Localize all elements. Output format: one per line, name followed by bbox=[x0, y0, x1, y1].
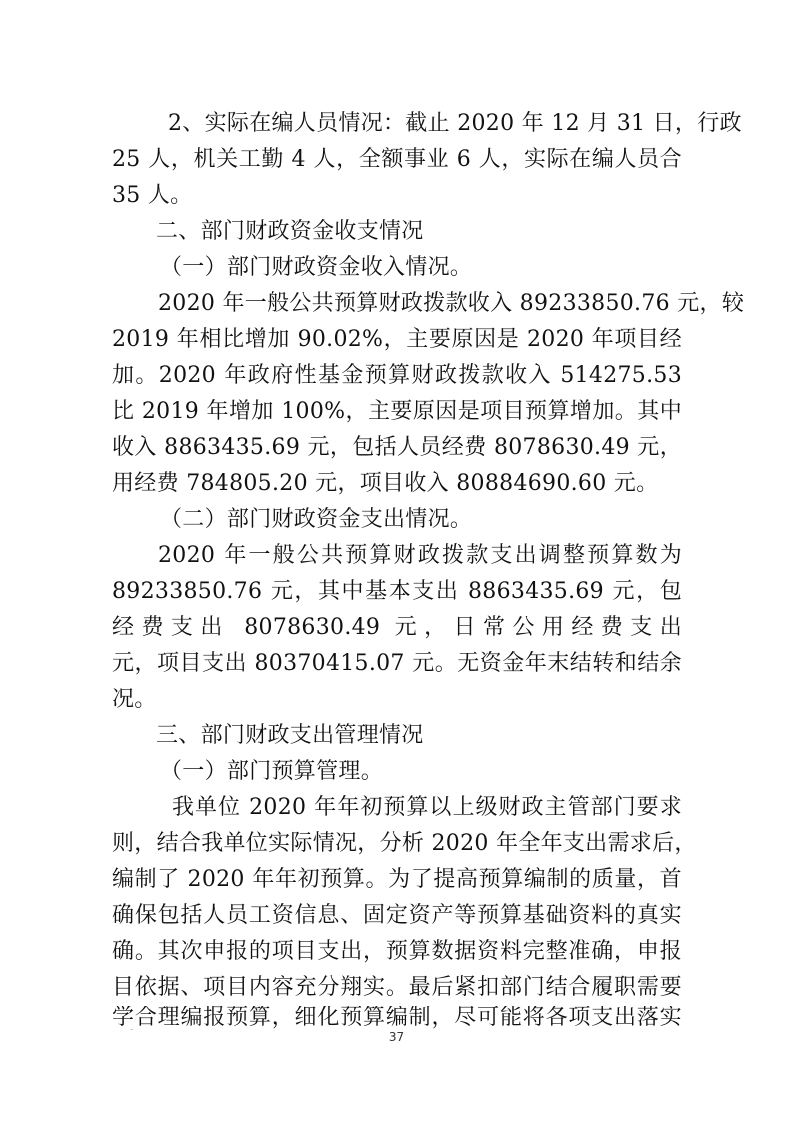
section-heading: 二、部门财政资金收支情况 bbox=[156, 219, 424, 244]
subsection-heading: （一）部门财政资金收入情况。 bbox=[160, 255, 473, 280]
paragraph-line: 经费支出 8078630.49 元，日常公用经费支出 bbox=[112, 615, 682, 640]
paragraph-line: 加。2020 年政府性基金预算财政拨款收入 514275.53 bbox=[112, 363, 682, 388]
paragraph-line: 则，结合我单位实际情况，分析 2020 年全年支出需求后， bbox=[112, 831, 697, 856]
paragraph-line: 2、实际在编人员情况：截止 2020 年 12 月 31 日，行政 bbox=[168, 111, 742, 136]
paragraph-line: 况。 bbox=[112, 687, 157, 712]
paragraph-line: 35 人。 bbox=[112, 183, 193, 208]
paragraph-line: 比 2019 年增加 100%，主要原因是项目预算增加。其中 bbox=[112, 399, 682, 424]
paragraph-line: 确保包括人员工资信息、固定资产等预算基础资料的真实 bbox=[112, 903, 682, 928]
subsection-heading: （一）部门预算管理。 bbox=[160, 759, 384, 784]
paragraph-line: 25 人，机关工勤 4 人，全额事业 6 人，实际在编人员合 bbox=[112, 147, 682, 172]
paragraph-line: 学合理编报预算，细化预算编制，尽可能将各项支出落实 bbox=[112, 1006, 682, 1030]
section-heading: 三、部门财政支出管理情况 bbox=[156, 723, 424, 748]
subsection-heading: （二）部门财政资金支出情况。 bbox=[160, 507, 473, 532]
paragraph-line: 89233850.76 元，其中基本支出 8863435.69 元，包 bbox=[112, 579, 682, 604]
paragraph-line: 目依据、项目内容充分翔实。最后紧扣部门结合履职需要 bbox=[112, 975, 682, 1000]
paragraph-line: 确。其次申报的项目支出，预算数据资料完整准确，申报 bbox=[112, 939, 682, 964]
page-number: 37 bbox=[388, 1030, 405, 1044]
paragraph-line: 2020 年一般公共预算财政拨款支出调整预算数为 bbox=[158, 543, 682, 568]
paragraph-line: 用经费 784805.20 元，项目收入 80884690.60 元。 bbox=[112, 471, 659, 496]
paragraph-line: 我单位 2020 年年初预算以上级财政主管部门要求 bbox=[172, 795, 682, 820]
paragraph-line: 2019 年相比增加 90.02%，主要原因是 2020 年项目经 bbox=[112, 327, 682, 352]
paragraph-line: 2020 年一般公共预算财政拨款收入 89233850.76 元，较 bbox=[158, 291, 745, 316]
paragraph-line: 编制了 2020 年年初预算。为了提高预算编制的质量，首 bbox=[112, 867, 682, 892]
paragraph-line: 元，项目支出 80370415.07 元。无资金年末结转和结余 bbox=[112, 651, 682, 676]
paragraph-line: 收入 8863435.69 元，包括人员经费 8078630.49 元， bbox=[112, 435, 682, 460]
